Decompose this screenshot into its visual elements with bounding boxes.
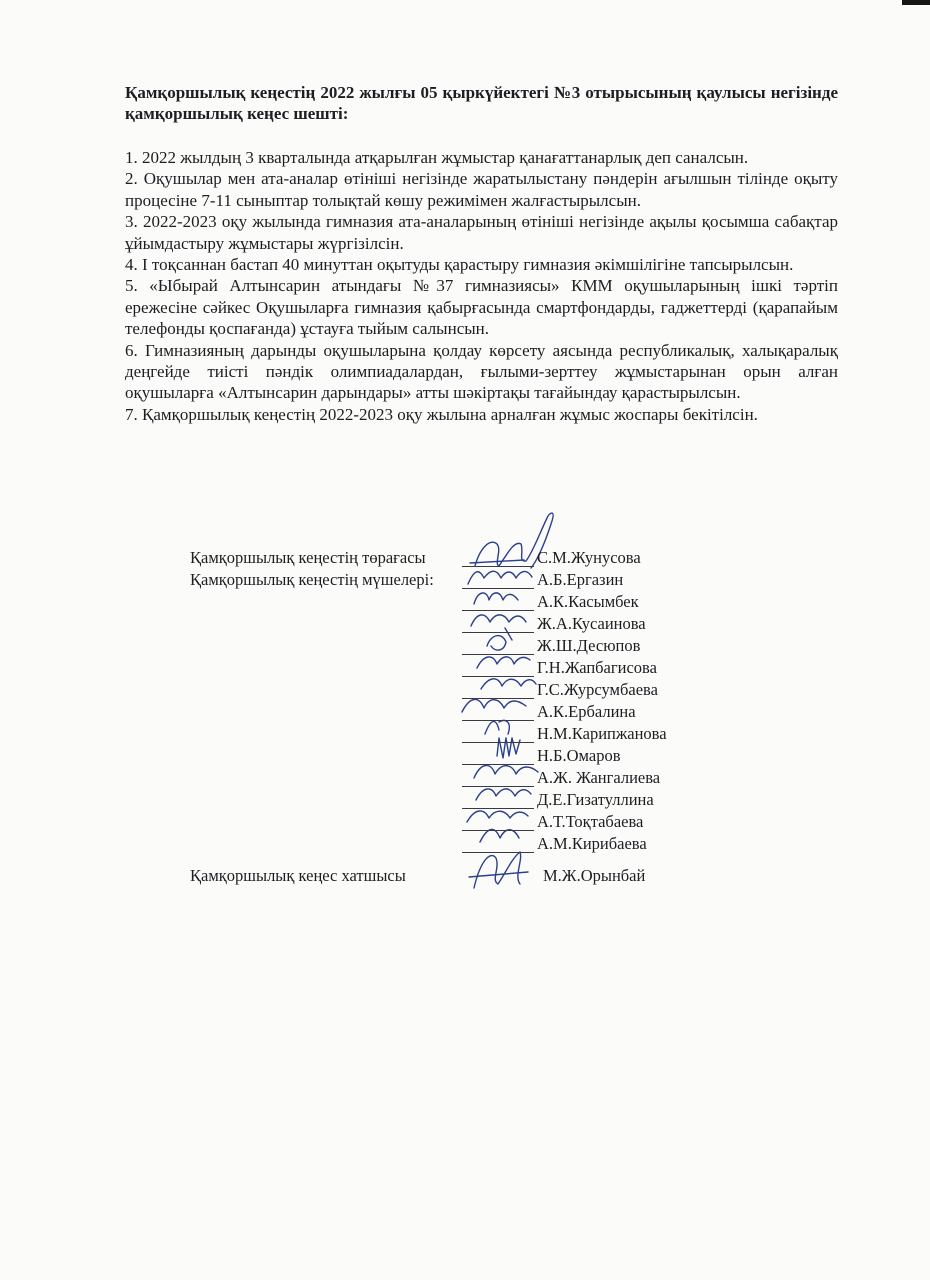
member-name: Г.Н.Жапбагисова (537, 658, 657, 677)
resolution-item: 1. 2022 жылдың 3 кварталында атқарылған жұмыстар қанағаттанарлық деп саналсын. (125, 148, 749, 167)
member-name: Ж.А.Кусаинова (537, 614, 646, 633)
member-name: Д.Е.Гизатуллина (537, 790, 654, 809)
resolution-item: 2. Оқушылар мен ата-аналар өтініші негізінде жаратылыстану пәндерін ағылшын тілінде оқыту процесіне 7-11 сыныптар толықтай көшу режимімен жалғастырылсын. (125, 169, 838, 210)
signature-line (462, 830, 534, 831)
member-name: А.Т.Тоқтабаева (537, 812, 644, 831)
resolution-item: 5. «Ыбырай Алтынсарин атындағы №37 гимназиясы» КММ оқушыларының ішкі тәртіп ережесіне сәйкес Оқушыларға гимназия қабырғасында смартфондарды, гаджеттерді (қарапайым телефонды қоспағанда) ұстауға тыйым салынсын. (125, 276, 838, 339)
signature-line (462, 742, 534, 743)
members-label: Қамқоршылық кеңестің мүшелері: (190, 570, 434, 589)
resolution-item: 6. Гимназияның дарынды оқушыларына қолдау көрсету аясында республикалық, халықаралық деңгейде тиісті пәндік олимпиадалардан, ғылыми-зерттеу жұмыстарынан орын алған оқушыларға «Алтынсарин дарындары» атты шәкіртақы тағайындау қарастырылсын. (125, 340, 838, 403)
chair-label: Қамқоршылық кеңестің төрағасы (190, 548, 426, 567)
resolution-item: 4. І тоқсаннан бастап 40 минуттан оқытуды қарастыру гимназия әкімшілігіне тапсырылсын. (125, 255, 794, 275)
signature-line (462, 632, 534, 633)
member-name: Г.С.Журсумбаева (537, 680, 658, 699)
member-name: Ж.Ш.Десюпов (537, 636, 641, 655)
secretary-name: М.Ж.Орынбай (543, 866, 646, 885)
resolution-item: 3. 2022-2023 оқу жылында гимназия ата-аналарының өтініші негізінде ақылы қосымша сабақтар ұйымдастыру жұмыстары жүргізілсін. (125, 212, 838, 253)
signature-line (462, 676, 534, 677)
member-name: Н.Б.Омаров (537, 746, 621, 765)
secretary-signature (469, 852, 528, 888)
signature-line (462, 852, 534, 853)
signature-line (462, 764, 534, 765)
signature-line (462, 610, 534, 611)
member-name: Н.М.Карипжанова (537, 724, 667, 743)
chair-name: С.М.Жунусова (537, 548, 641, 567)
member-signatures (462, 571, 538, 842)
secretary-label: Қамқоршылық кеңес хатшысы (190, 866, 406, 885)
member-name: А.Б.Ергазин (537, 570, 624, 589)
member-name: А.Ж. Жангалиева (537, 768, 661, 787)
signature-line (462, 588, 534, 589)
signature-line (462, 786, 534, 787)
signature-line (462, 654, 534, 655)
member-name: А.К.Касымбек (537, 592, 639, 611)
signature-line (462, 808, 534, 809)
signature-line (462, 698, 534, 699)
member-name: А.М.Кирибаева (537, 834, 647, 853)
signature-line (462, 566, 534, 567)
member-name: А.К.Ербалина (537, 702, 636, 721)
resolution-item: 7. Қамқоршылық кеңестің 2022-2023 оқу жылына арналған жұмыс жоспары бекітілсін. (125, 404, 758, 424)
signature-line (462, 720, 534, 721)
decision-heading: Қамқоршылық кеңестің 2022 жылғы 05 қыркүйектегі №3 отырысының қаулысы негізінде қамқоршылық кеңес шешті: (125, 83, 838, 123)
